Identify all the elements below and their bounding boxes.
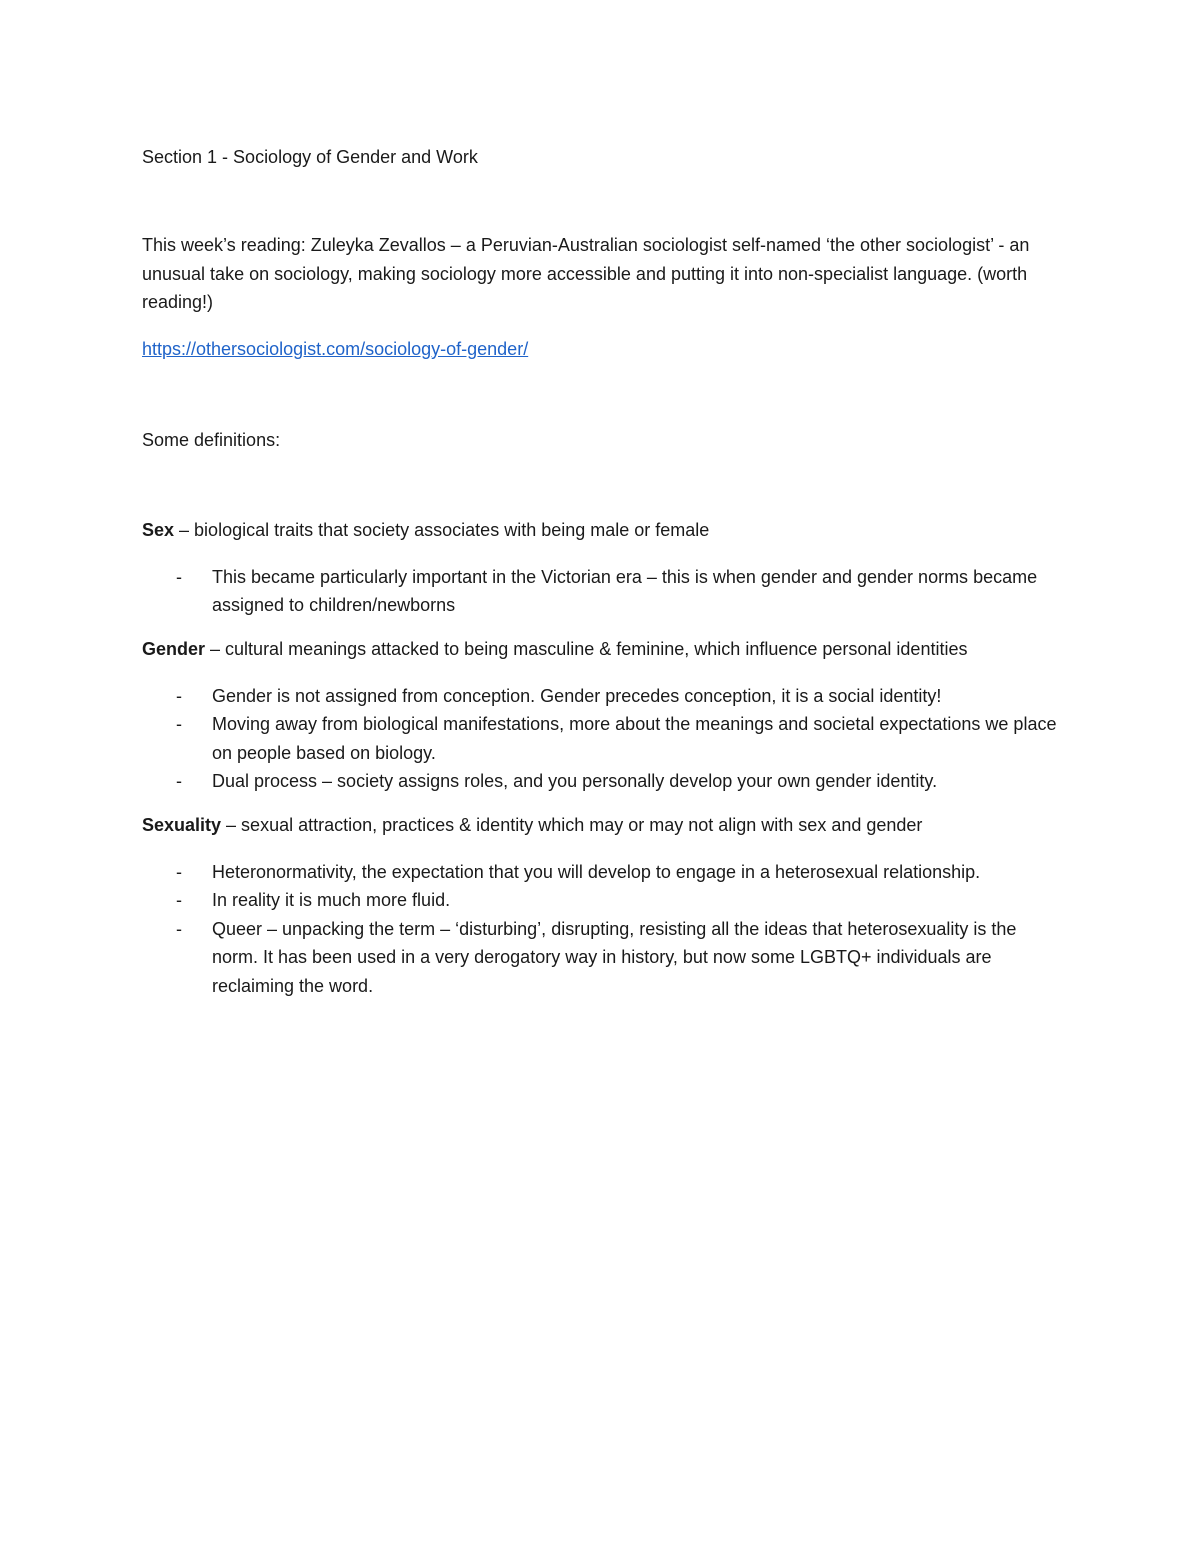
document-body <box>142 143 1062 1000</box>
sexuality-definition-text: – sexual attraction, practices & identity which may or may not align with sex and gender <box>221 814 923 835</box>
sex-definition-text: – biological traits that society associates with being male or female <box>174 519 710 540</box>
gender-bullet-list <box>142 682 1062 796</box>
sexuality-bullet: - Heteronormativity, the expectation that you will develop to engage in a heterosexual relationship. <box>212 858 1062 887</box>
sexuality-term: Sexuality <box>142 814 222 835</box>
sexuality-bullet-list <box>142 858 1062 1001</box>
section-title: Section 1 - Sociology of Gender and Work <box>142 147 478 167</box>
reading-link[interactable]: https://othersociologist.com/sociology-of-gender/ <box>142 338 529 359</box>
gender-bullet: - Gender is not assigned from conception. Gender precedes conception, it is a social identity! <box>212 682 1062 711</box>
sex-definition <box>142 516 1062 545</box>
gender-term: Gender <box>142 638 206 659</box>
gender-definition-text: – cultural meanings attacked to being masculine & feminine, which influence personal identities <box>205 638 968 659</box>
gender-definition <box>142 635 1062 664</box>
sex-term: Sex <box>142 519 175 540</box>
sexuality-bullet: - Queer – unpacking the term – ‘disturbing’, disrupting, resisting all the ideas that heterosexuality is the norm. It has been used in a very derogatory way in history, but now some LGBTQ+ individuals are reclaiming the word. <box>212 915 1062 1001</box>
gender-bullet: - Moving away from biological manifestations, more about the meanings and societal expectations we place on people based on biology. <box>212 710 1062 767</box>
sex-bullet-list <box>142 563 1062 620</box>
definitions-heading: Some definitions: <box>142 429 281 450</box>
sex-bullet: - This became particularly important in the Victorian era – this is when gender and gender norms became assigned to children/newborns <box>212 563 1062 620</box>
sexuality-definition <box>142 811 1062 840</box>
link-paragraph <box>142 335 1062 363</box>
sexuality-bullet: - In reality it is much more fluid. <box>212 886 1062 915</box>
reading-paragraph: This week’s reading: Zuleyka Zevallos – a Peruvian-Australian sociologist self-named ‘the other sociologist’ - an unusual take on sociology, making sociology more accessible and putting it into non-specialist language. (worth reading!) <box>142 235 1030 312</box>
gender-bullet: - Dual process – society assigns roles, and you personally develop your own gender identity. <box>212 767 1062 796</box>
